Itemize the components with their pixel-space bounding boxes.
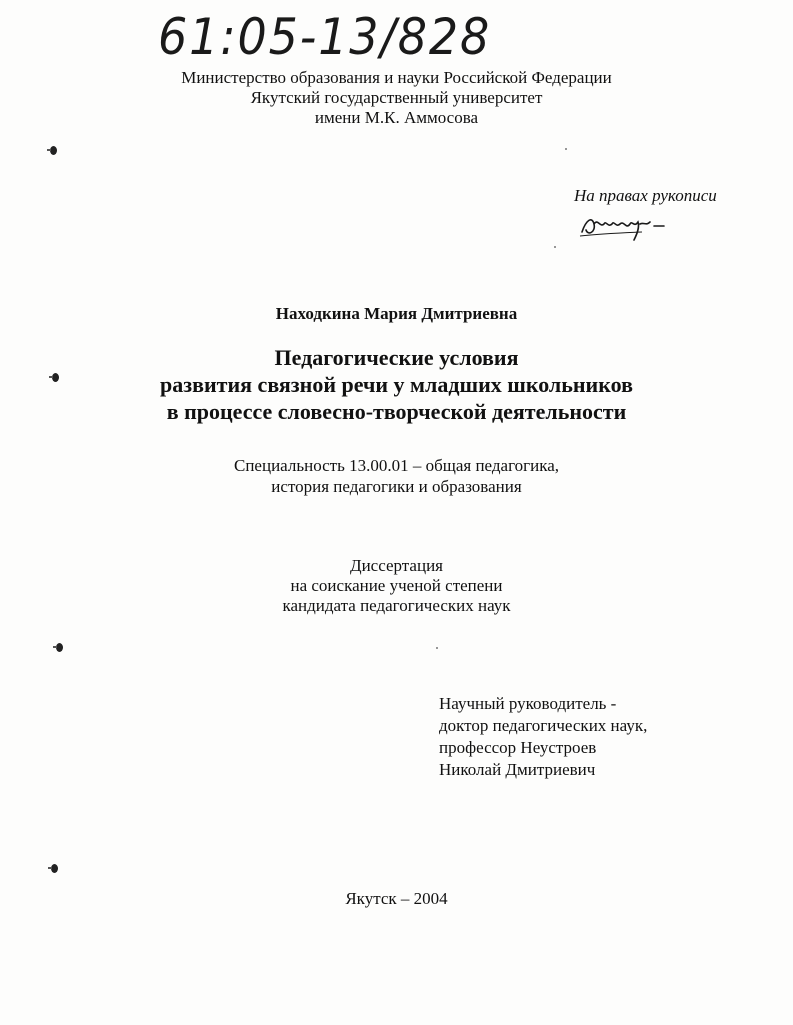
- degree-line: на соискание ученой степени: [290, 576, 503, 595]
- scan-speck: [436, 647, 438, 649]
- punch-hole-mark: [51, 864, 58, 873]
- specialty: [0, 455, 793, 497]
- signature-icon: [578, 206, 668, 242]
- catalog-number-text: 61:05-13/828: [158, 8, 492, 66]
- specialty-line: история педагогики и образования: [271, 477, 522, 496]
- punch-hole-mark: [56, 643, 63, 652]
- author-name: Находкина Мария Дмитриевна: [275, 304, 518, 323]
- advisor-line: доктор педагогических наук,: [439, 716, 648, 735]
- dissertation-title: [0, 344, 793, 425]
- degree-line: кандидата педагогических наук: [282, 596, 511, 615]
- city-year: Якутск – 2004: [345, 889, 448, 908]
- scientific-advisor: [439, 693, 647, 781]
- advisor-line: профессор Неустроев: [439, 738, 597, 757]
- specialty-line: Специальность 13.00.01 – общая педагогика,: [234, 456, 559, 475]
- scan-speck: [554, 246, 556, 248]
- degree-line: Диссертация: [349, 556, 443, 575]
- title-line: в процессе словесно-творческой деятельности: [166, 399, 627, 424]
- punch-hole-mark: [50, 146, 57, 155]
- advisor-line: Научный руководитель -: [439, 694, 617, 713]
- rights-notice: На правах рукописи: [574, 186, 717, 205]
- title-line: развития связной речи у младших школьников: [160, 372, 633, 397]
- university-line: Якутский государственный университет: [250, 88, 543, 107]
- ministry-line: Министерство образования и науки Российской Федерации: [181, 68, 612, 87]
- ministry-header: [0, 68, 793, 128]
- punch-hole-mark: [52, 373, 59, 382]
- scan-speck: [565, 148, 567, 150]
- degree-info: [0, 556, 793, 616]
- advisor-line: Николай Дмитриевич: [439, 760, 596, 779]
- university-name-line: имени М.К. Аммосова: [314, 108, 479, 127]
- title-line: Педагогические условия: [274, 345, 519, 370]
